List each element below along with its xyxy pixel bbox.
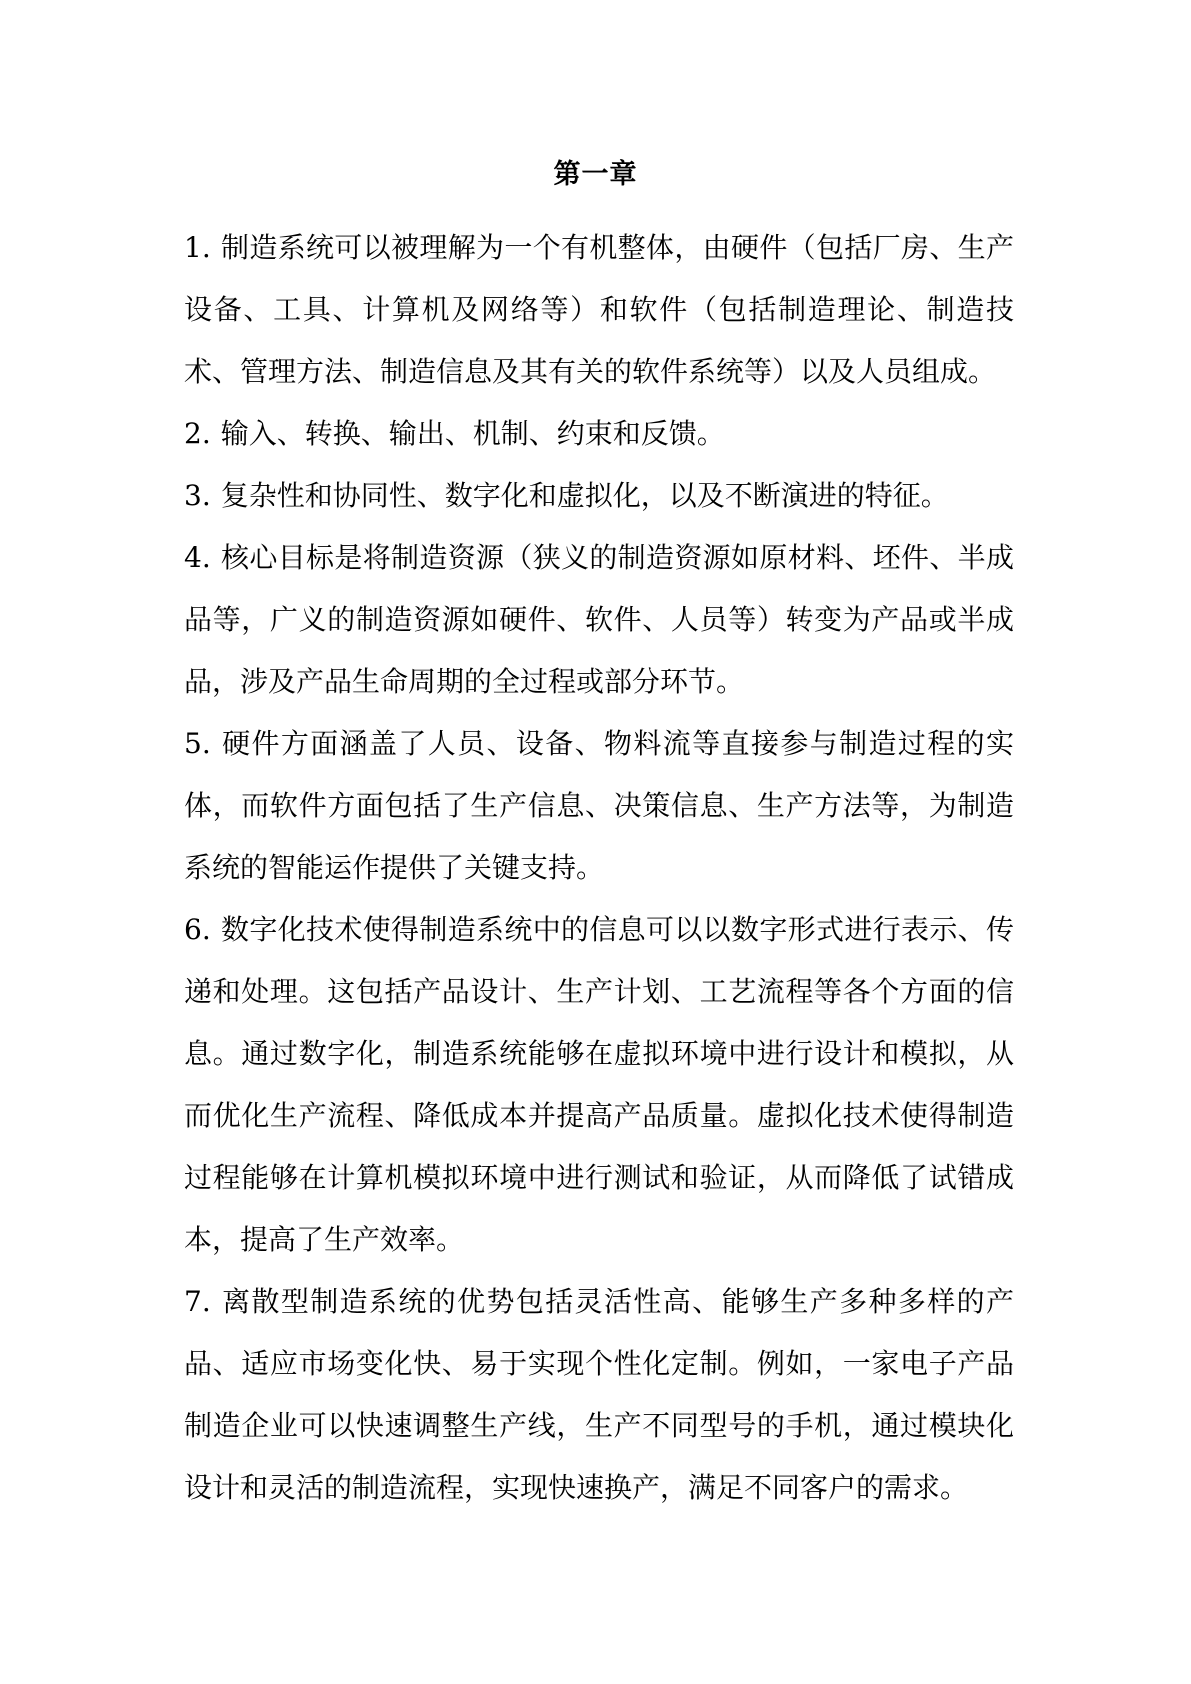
item-number: 1. xyxy=(184,231,211,264)
chapter-title: 第一章 xyxy=(553,159,638,190)
item-number: 7. xyxy=(184,1285,211,1318)
item-text: 制造系统可以被理解为一个有机整体，由硬件（包括厂房、生产设备、工具、计算机及网络等）和软件（包括制造理论、制造技术、管理方法、制造信息及其有关的软件系统等）以及人员组成。 xyxy=(184,231,1014,388)
item-text: 数字化技术使得制造系统中的信息可以以数字形式进行表示、传递和处理。这包括产品设计、生产计划、工艺流程等各个方面的信息。通过数字化，制造系统能够在虚拟环境中进行设计和模拟，从而优化生产流程、降低成本并提高产品质量。虚拟化技术使得制造过程能够在计算机模拟环境中进行测试和验证，从而降低了试错成本，提高了生产效率。 xyxy=(184,913,1014,1256)
item-number: 4. xyxy=(184,541,211,574)
answer-item-4 xyxy=(184,527,1014,713)
answer-list xyxy=(184,217,1014,1519)
answer-item-5 xyxy=(184,713,1014,899)
item-number: 5. xyxy=(184,727,211,760)
answer-item-6 xyxy=(184,899,1014,1271)
item-text: 离散型制造系统的优势包括灵活性高、能够生产多种多样的产品、适应市场变化快、易于实现个性化定制。例如，一家电子产品制造企业可以快速调整生产线，生产不同型号的手机，通过模块化设计和灵活的制造流程，实现快速换产，满足不同客户的需求。 xyxy=(184,1285,1014,1504)
answer-item-2 xyxy=(184,403,1014,465)
item-text: 硬件方面涵盖了人员、设备、物料流等直接参与制造过程的实体，而软件方面包括了生产信息、决策信息、生产方法等，为制造系统的智能运作提供了关键支持。 xyxy=(184,727,1014,884)
item-text: 输入、转换、输出、机制、约束和反馈。 xyxy=(220,417,725,450)
answer-item-1 xyxy=(184,217,1014,403)
answer-item-7 xyxy=(184,1271,1014,1519)
item-number: 6. xyxy=(184,913,211,946)
answer-item-3 xyxy=(184,465,1014,527)
item-text: 核心目标是将制造资源（狭义的制造资源如原材料、坯件、半成品等，广义的制造资源如硬件、软件、人员等）转变为产品或半成品，涉及产品生命周期的全过程或部分环节。 xyxy=(184,541,1014,698)
item-number: 2. xyxy=(184,417,211,450)
item-number: 3. xyxy=(184,479,211,512)
item-text: 复杂性和协同性、数字化和虚拟化，以及不断演进的特征。 xyxy=(220,479,949,512)
